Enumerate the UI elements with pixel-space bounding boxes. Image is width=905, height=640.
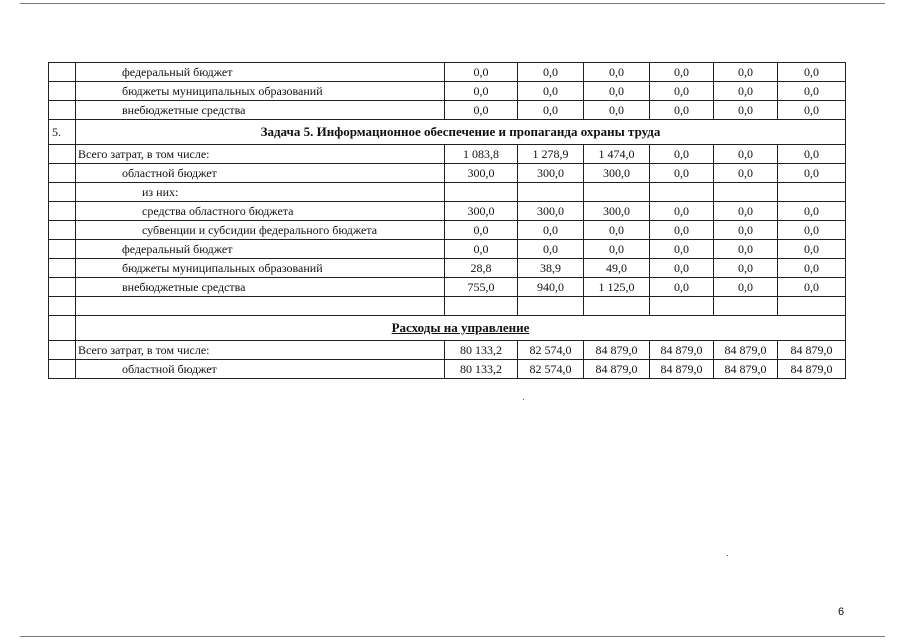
value-cell: 0,0 [445, 221, 518, 240]
section-row [49, 120, 846, 145]
row-number-cell [49, 221, 76, 240]
row-label: бюджеты муниципальных образований [76, 82, 445, 101]
table-row [49, 240, 846, 259]
row-number-cell [49, 240, 76, 259]
value-cell: 49,0 [584, 259, 650, 278]
section-row [49, 316, 846, 341]
budget-table-body [49, 63, 846, 379]
value-cell: 0,0 [518, 63, 584, 82]
value-cell: 300,0 [518, 164, 584, 183]
scan-top-edge [20, 3, 885, 4]
value-cell: 940,0 [518, 278, 584, 297]
value-cell: 0,0 [650, 240, 714, 259]
value-cell: 0,0 [584, 82, 650, 101]
budget-table [48, 62, 846, 379]
value-cell: 84 879,0 [714, 341, 778, 360]
value-cell: 84 879,0 [584, 360, 650, 379]
table-row [49, 278, 846, 297]
value-cell: 0,0 [714, 101, 778, 120]
value-cell: 0,0 [650, 63, 714, 82]
page-number: 6 [838, 606, 845, 618]
value-cell: 300,0 [584, 164, 650, 183]
value-cell: 82 574,0 [518, 341, 584, 360]
row-label: субвенции и субсидии федерального бюджета [76, 221, 445, 240]
value-cell: 0,0 [445, 63, 518, 82]
value-cell: 0,0 [650, 101, 714, 120]
value-cell: 0,0 [518, 240, 584, 259]
value-cell: 0,0 [778, 278, 846, 297]
row-label: федеральный бюджет [76, 240, 445, 259]
value-cell: 0,0 [584, 221, 650, 240]
value-cell: 0,0 [778, 63, 846, 82]
row-number-cell: 5. [49, 120, 76, 145]
value-cell [714, 183, 778, 202]
table-row [49, 183, 846, 202]
value-cell [445, 297, 518, 316]
row-number-cell [49, 63, 76, 82]
value-cell: 0,0 [778, 101, 846, 120]
row-number-cell [49, 316, 76, 341]
table-row [49, 360, 846, 379]
value-cell: 0,0 [778, 221, 846, 240]
table-row [49, 63, 846, 82]
row-label: внебюджетные средства [76, 101, 445, 120]
value-cell: 0,0 [445, 240, 518, 259]
row-label: из них: [76, 183, 445, 202]
value-cell: 0,0 [778, 164, 846, 183]
row-number-cell [49, 341, 76, 360]
row-label [76, 297, 445, 316]
value-cell: 0,0 [778, 202, 846, 221]
value-cell [518, 183, 584, 202]
value-cell: 0,0 [714, 240, 778, 259]
value-cell [778, 183, 846, 202]
value-cell: 38,9 [518, 259, 584, 278]
value-cell: 300,0 [584, 202, 650, 221]
value-cell: 300,0 [445, 164, 518, 183]
value-cell: 755,0 [445, 278, 518, 297]
value-cell [650, 183, 714, 202]
row-label: областной бюджет [76, 360, 445, 379]
value-cell: 84 879,0 [650, 341, 714, 360]
value-cell: 0,0 [714, 164, 778, 183]
row-label: средства областного бюджета [76, 202, 445, 221]
row-number-cell [49, 82, 76, 101]
value-cell: 0,0 [650, 221, 714, 240]
value-cell: 28,8 [445, 259, 518, 278]
value-cell: 0,0 [778, 145, 846, 164]
row-number-cell [49, 278, 76, 297]
value-cell [445, 183, 518, 202]
value-cell: 0,0 [650, 259, 714, 278]
table-row [49, 145, 846, 164]
value-cell [650, 297, 714, 316]
value-cell [714, 297, 778, 316]
value-cell: 1 278,9 [518, 145, 584, 164]
value-cell: 0,0 [584, 101, 650, 120]
value-cell [778, 297, 846, 316]
value-cell: 84 879,0 [714, 360, 778, 379]
value-cell: 0,0 [714, 63, 778, 82]
value-cell: 1 125,0 [584, 278, 650, 297]
value-cell: 0,0 [714, 82, 778, 101]
row-label: Всего затрат, в том числе: [76, 145, 445, 164]
value-cell: 300,0 [518, 202, 584, 221]
value-cell: 84 879,0 [778, 341, 846, 360]
row-label: Всего затрат, в том числе: [76, 341, 445, 360]
value-cell: 300,0 [445, 202, 518, 221]
value-cell: 0,0 [518, 82, 584, 101]
row-number-cell [49, 101, 76, 120]
row-number-cell [49, 164, 76, 183]
table-row [49, 221, 846, 240]
value-cell: 1 474,0 [584, 145, 650, 164]
table-row [49, 297, 846, 316]
value-cell: 0,0 [714, 145, 778, 164]
row-label: федеральный бюджет [76, 63, 445, 82]
value-cell: 0,0 [445, 101, 518, 120]
value-cell: 0,0 [778, 240, 846, 259]
value-cell: 0,0 [518, 221, 584, 240]
row-label: областной бюджет [76, 164, 445, 183]
row-number-cell [49, 259, 76, 278]
value-cell: 0,0 [584, 240, 650, 259]
table-row [49, 259, 846, 278]
value-cell: 0,0 [714, 202, 778, 221]
value-cell: 80 133,2 [445, 341, 518, 360]
value-cell: 84 879,0 [650, 360, 714, 379]
value-cell [584, 183, 650, 202]
table-row [49, 202, 846, 221]
value-cell: 0,0 [714, 259, 778, 278]
value-cell: 0,0 [778, 259, 846, 278]
value-cell: 80 133,2 [445, 360, 518, 379]
value-cell [518, 297, 584, 316]
table-row [49, 82, 846, 101]
table-row [49, 341, 846, 360]
row-number-cell [49, 202, 76, 221]
value-cell: 0,0 [650, 145, 714, 164]
row-number-cell [49, 297, 76, 316]
value-cell: 0,0 [650, 202, 714, 221]
value-cell: 0,0 [650, 278, 714, 297]
table-row [49, 101, 846, 120]
section-title: Расходы на управление [391, 320, 530, 335]
value-cell: 0,0 [518, 101, 584, 120]
value-cell: 82 574,0 [518, 360, 584, 379]
value-cell: 0,0 [445, 82, 518, 101]
value-cell [584, 297, 650, 316]
value-cell: 0,0 [714, 278, 778, 297]
value-cell: 84 879,0 [778, 360, 846, 379]
scan-bottom-edge [20, 636, 885, 637]
value-cell: 0,0 [714, 221, 778, 240]
table-row [49, 164, 846, 183]
section-title-cell [76, 316, 846, 341]
value-cell: 0,0 [650, 82, 714, 101]
value-cell: 84 879,0 [584, 341, 650, 360]
section-title-cell [76, 120, 846, 145]
row-number-cell [49, 145, 76, 164]
value-cell: 1 083,8 [445, 145, 518, 164]
section-title: Задача 5. Информационное обеспечение и пропаганда охраны труда [260, 124, 661, 139]
row-label: внебюджетные средства [76, 278, 445, 297]
scan-speck [523, 399, 524, 400]
row-label: бюджеты муниципальных образований [76, 259, 445, 278]
value-cell: 0,0 [584, 63, 650, 82]
row-number-cell [49, 183, 76, 202]
row-number-cell [49, 360, 76, 379]
value-cell: 0,0 [778, 82, 846, 101]
scan-speck [727, 555, 728, 556]
value-cell: 0,0 [650, 164, 714, 183]
